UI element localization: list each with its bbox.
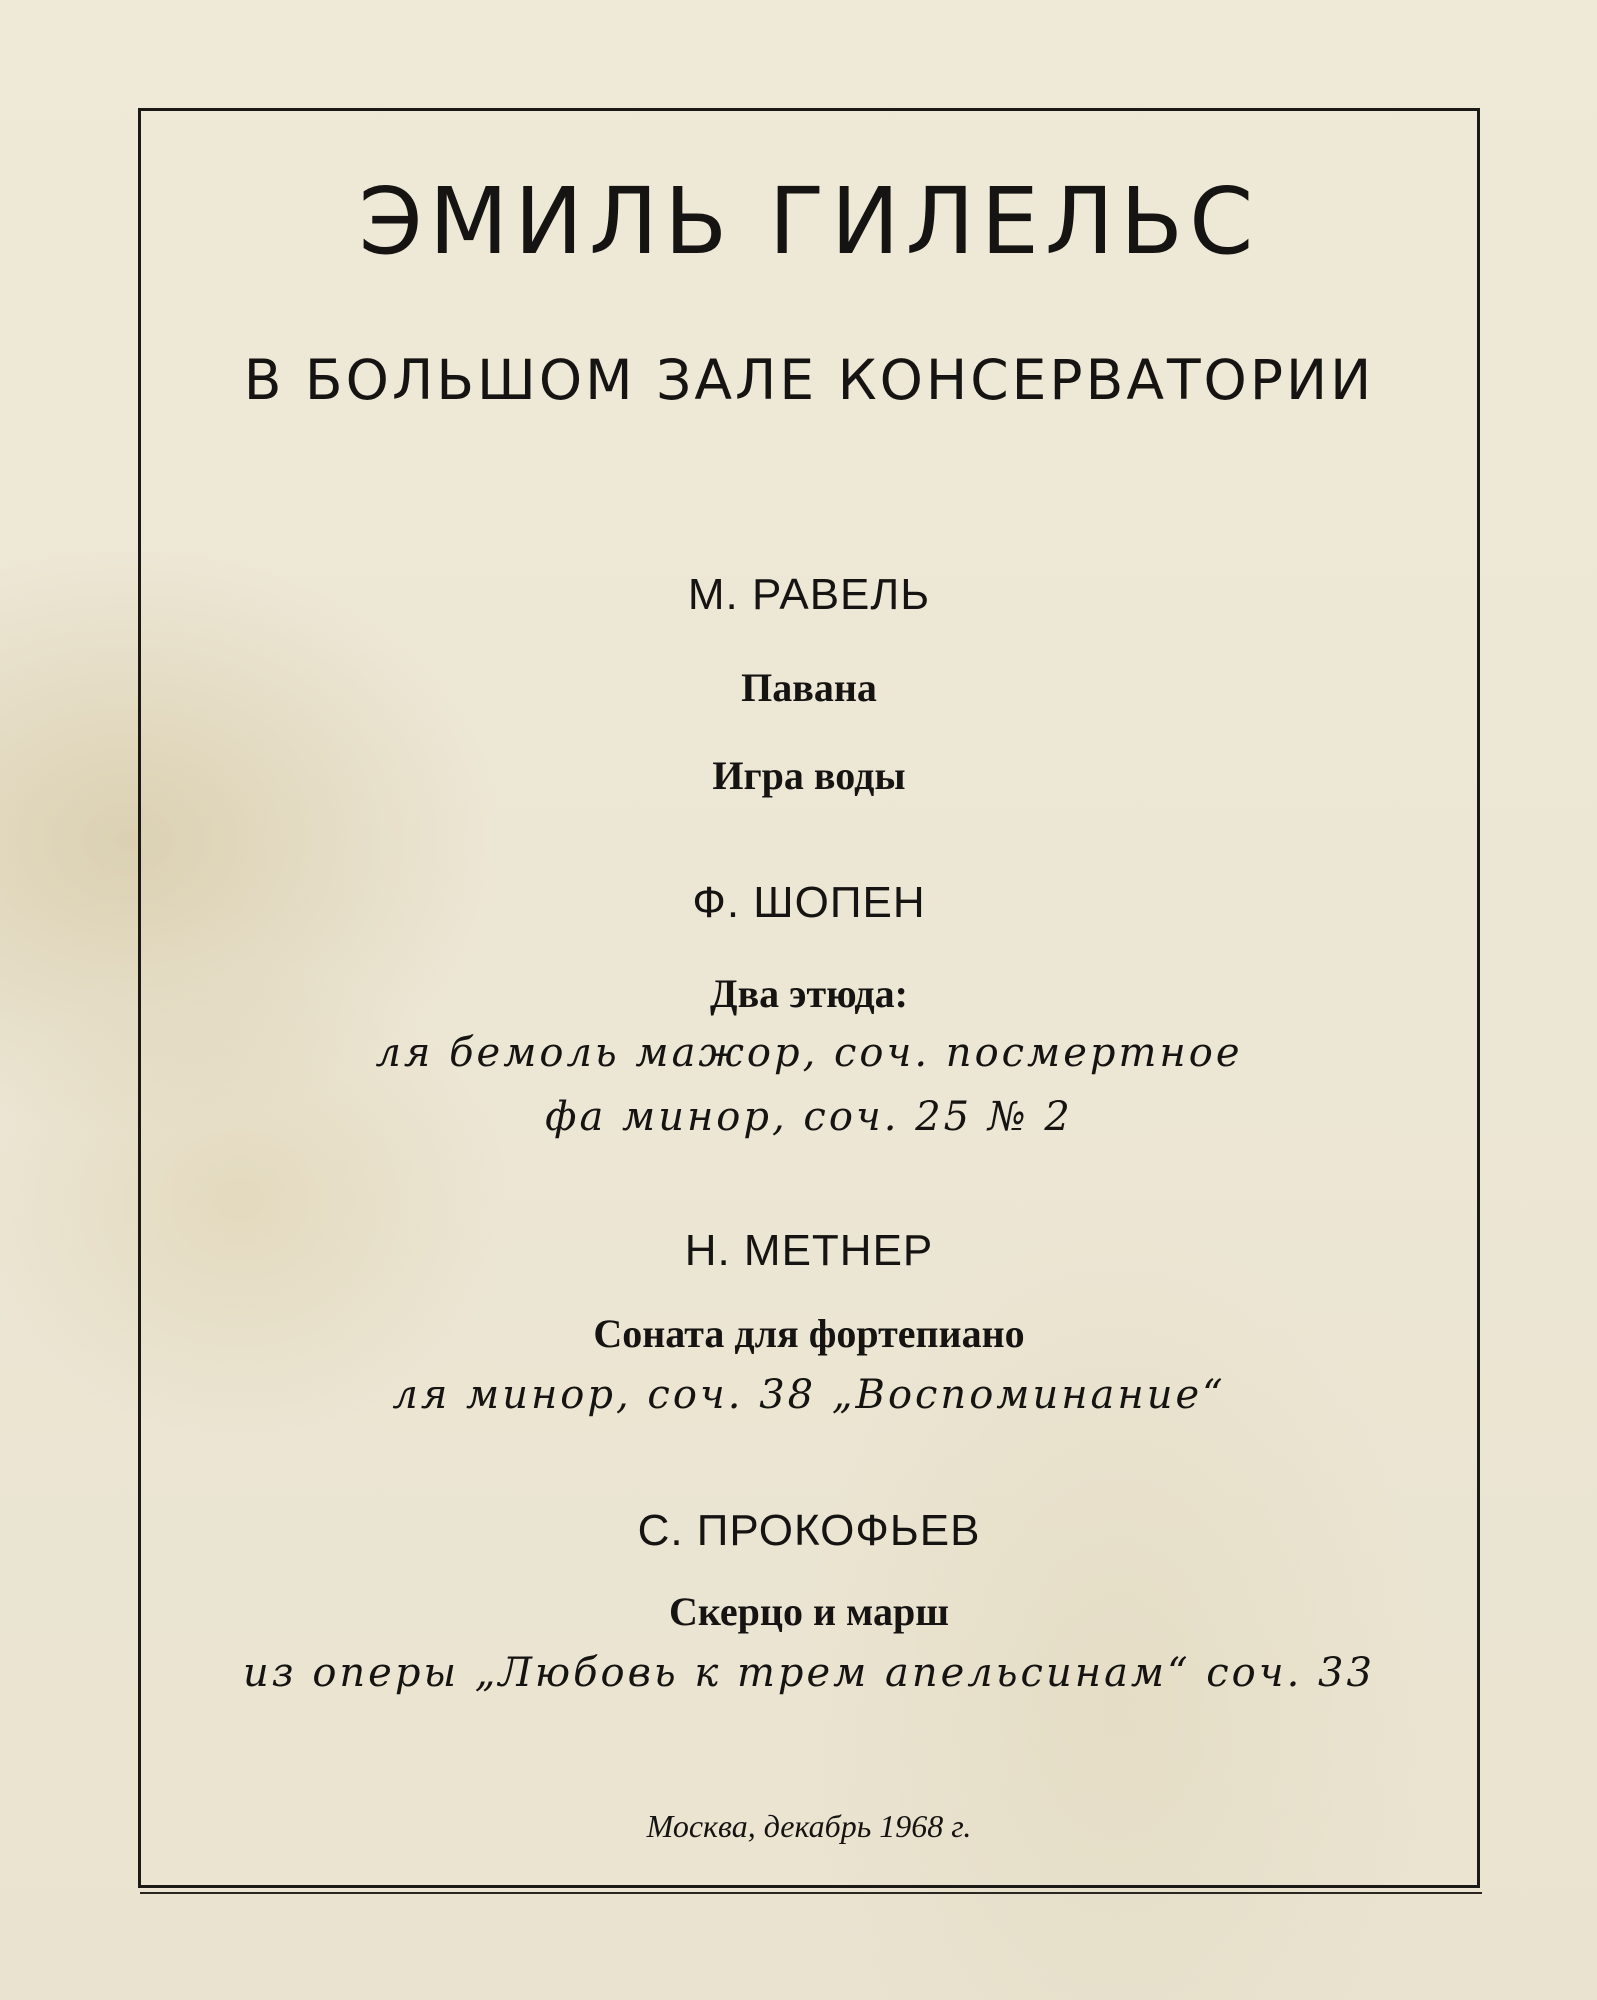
detail-etude-a-flat: ля бемоль мажор, соч. посмертное xyxy=(375,1030,1243,1076)
performer-title: ЭМИЛЬ ГИЛЕЛЬС xyxy=(358,168,1260,275)
work-scherzo-march: Скерцо и марш xyxy=(668,1589,950,1634)
work-sonata: Соната для фортепиано xyxy=(593,1311,1025,1356)
work-pavane: Павана xyxy=(741,665,877,710)
detail-etude-f-minor: фа минор, соч. 25 № 2 xyxy=(545,1094,1073,1140)
work-two-etudes: Два этюда: xyxy=(710,971,908,1016)
composer-ravel: М. РАВЕЛЬ xyxy=(687,570,931,619)
detail-sonata: ля минор, соч. 38 „Воспоминание“ xyxy=(392,1372,1226,1418)
venue-subtitle: В БОЛЬШОМ ЗАЛЕ КОНСЕРВАТОРИИ xyxy=(243,348,1375,412)
place-date: Москва, декабрь 1968 г. xyxy=(646,1808,972,1844)
detail-opera: из оперы „Любовь к трем апельсинам“ соч. 33 xyxy=(243,1650,1375,1696)
bottom-rule xyxy=(140,1892,1482,1894)
composer-medtner: Н. МЕТНЕР xyxy=(684,1226,934,1275)
composer-prokofiev: С. ПРОКОФЬЕВ xyxy=(637,1506,981,1555)
work-jeux-d-eau: Игра воды xyxy=(712,753,906,798)
composer-chopin: Ф. ШОПЕН xyxy=(692,878,926,927)
